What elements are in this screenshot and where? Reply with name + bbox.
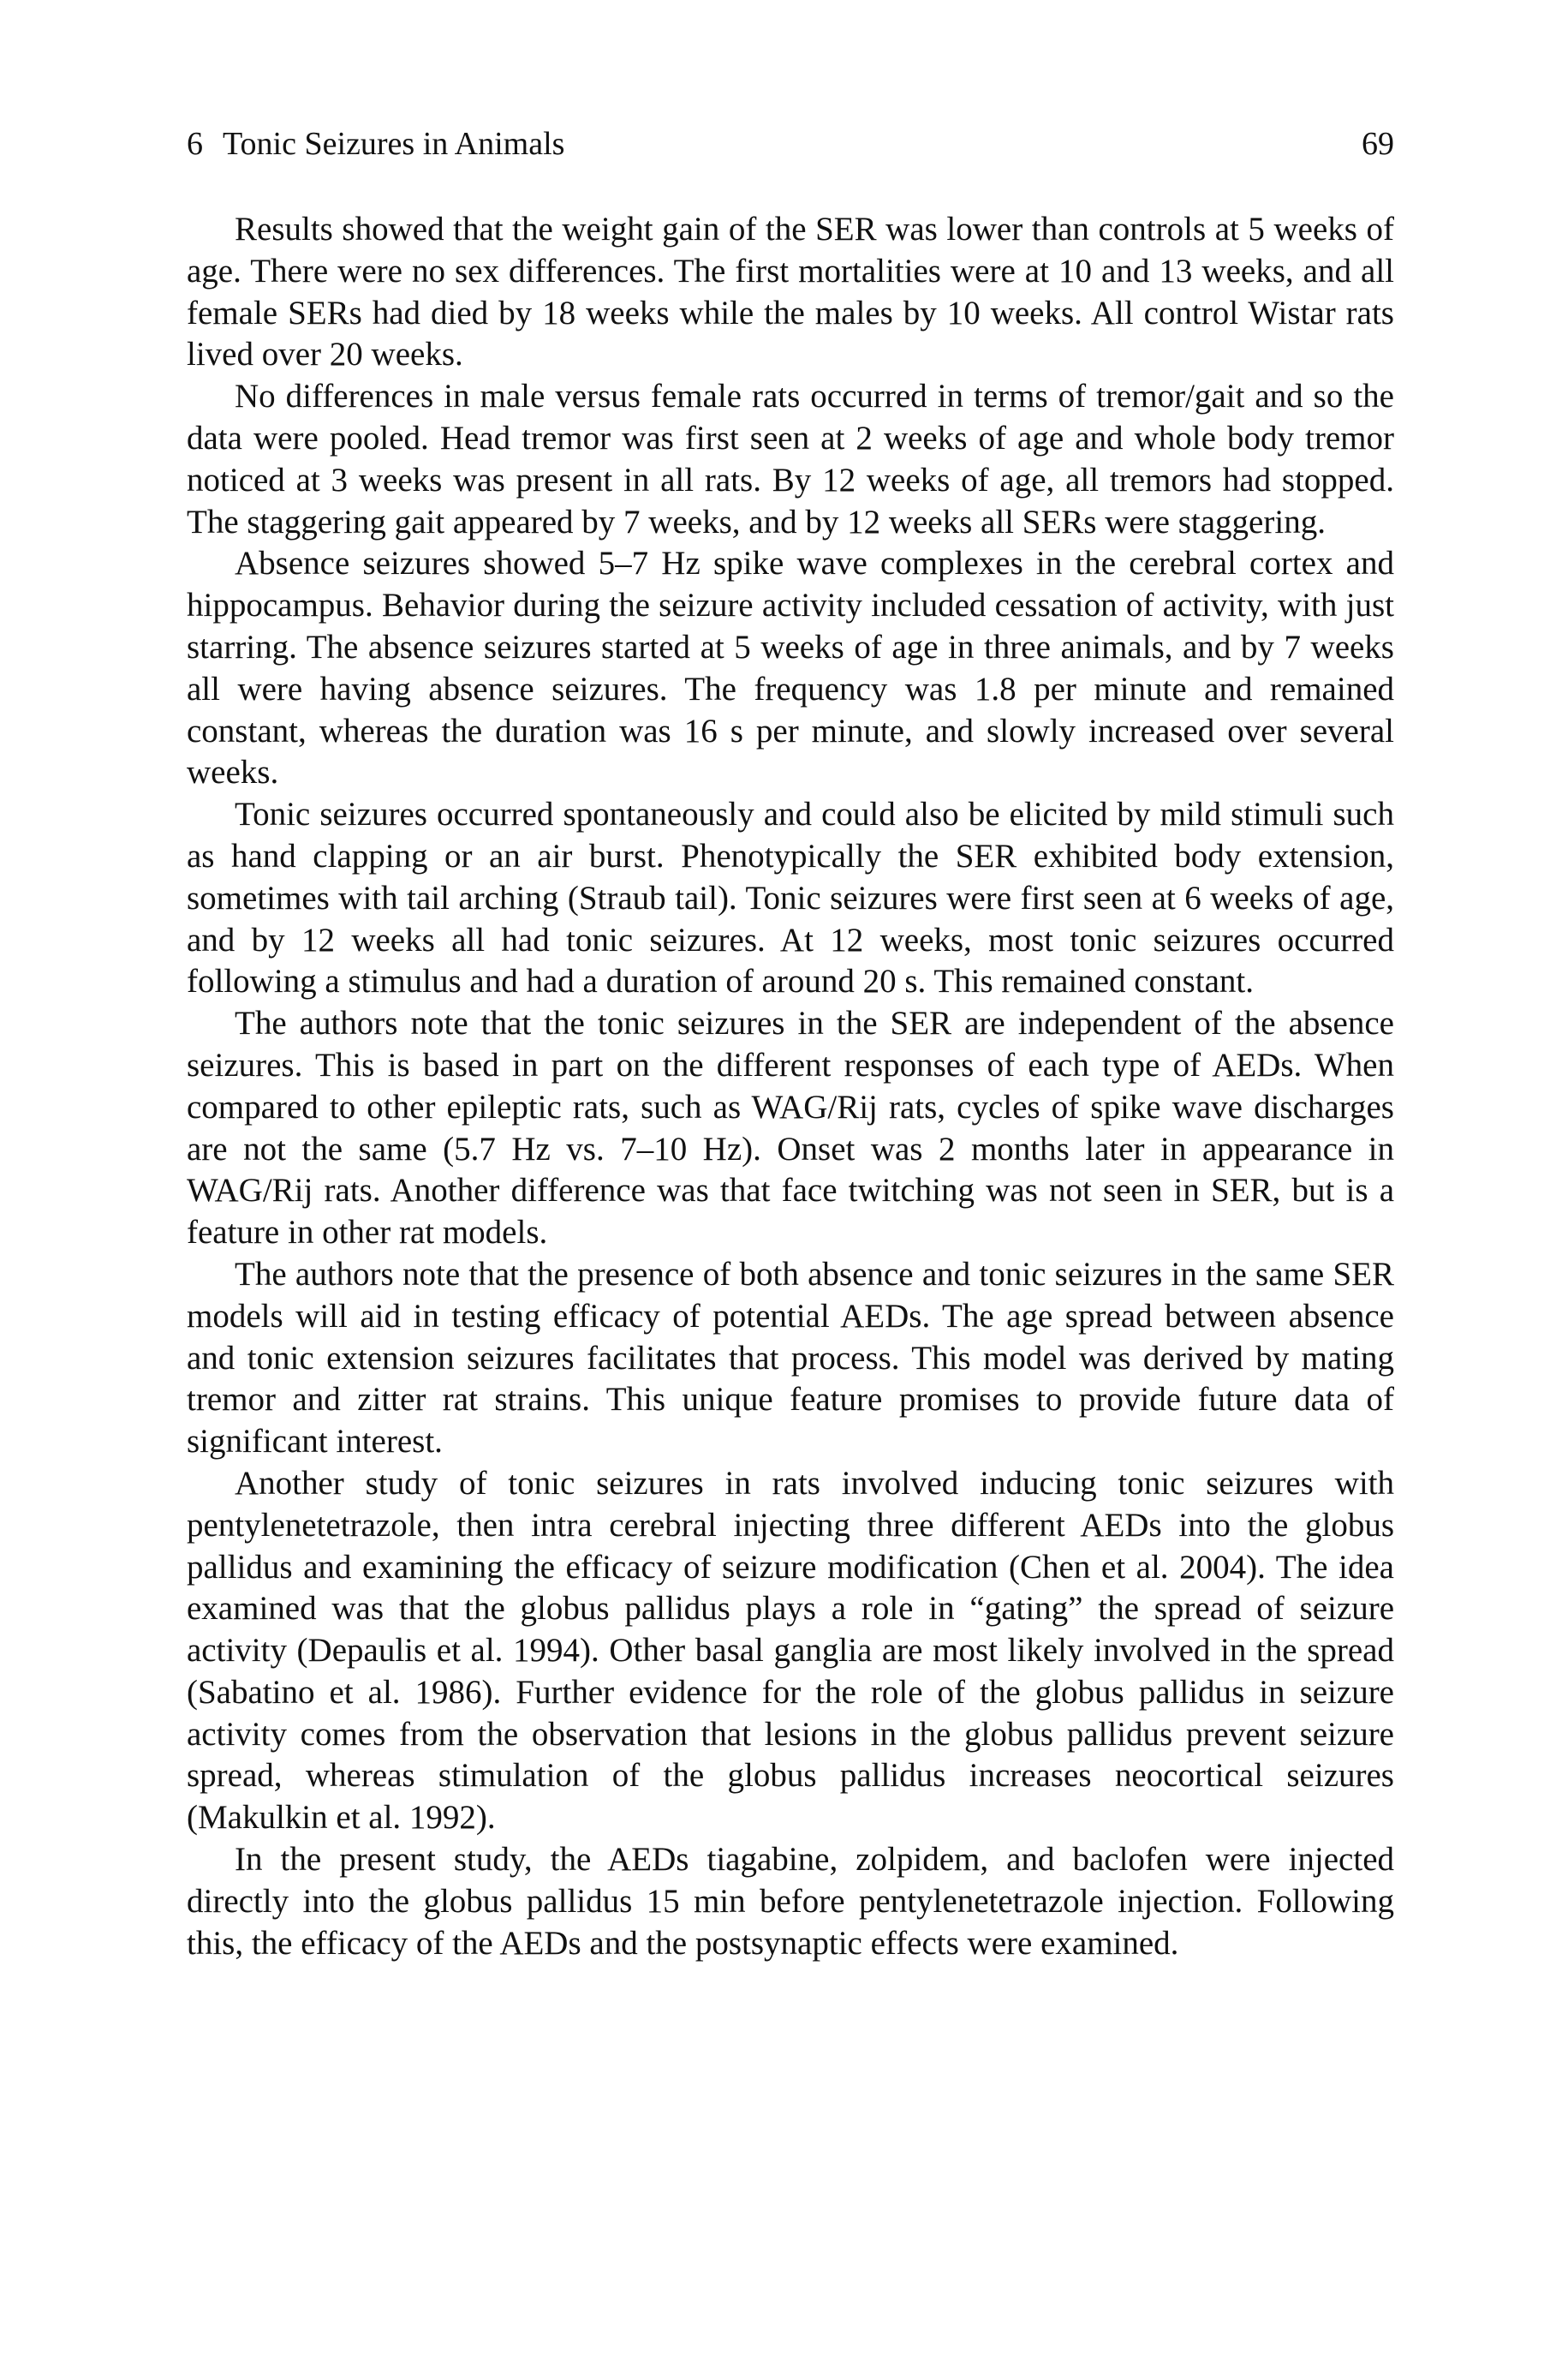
chapter-title: Tonic Seizures in Animals xyxy=(223,126,565,162)
chapter-number: 6 xyxy=(187,126,203,162)
paragraph-globus-pallidus: Another study of tonic seizures in rats involved inducing tonic seizures with pentylenetetrazole, then intra cerebral injecting three different AEDs into the globus pallidus and examining the efficacy of seizure modification (Chen et al. 2004). The idea examined was that the globus pallidus plays a role in “gating” the spread of seizure activity (Depaulis et al. 1994). Other basal ganglia are most likely involved in the spread (Sabatino et al. 1986). Further evidence for the role of the globus pallidus in seizure activity comes from the observation that lesions in the globus pallidus prevent seizure spread, whereas stimulation of the globus pallidus increases neocortical seizures (Makulkin et al. 1992). xyxy=(187,1464,1394,1837)
paragraph-present-study: In the present study, the AEDs tiagabine, zolpidem, and baclofen were injected directly into the globus pallidus 15 min before pentylenetetrazole injection. Following this, the efficacy of the AEDs and the postsynaptic effects were examined. xyxy=(187,1841,1394,1962)
paragraph-aed-testing: The authors note that the presence of both absence and tonic seizures in the same SER models will aid in testing efficacy of potential AEDs. The age spread between absence and tonic extension seizures facilitates that process. This model was derived by mating tremor and zitter rat strains. This unique feature promises to provide future data of significant interest. xyxy=(187,1255,1394,1461)
paragraph-ser-weight-mortality: Results showed that the weight gain of the SER was lower than controls at 5 weeks of age. There were no sex differences. The first mortalities were at 10 and 13 weeks, and all female SERs had died by 18 weeks while the males by 10 weeks. All control Wistar rats lived over 20 weeks. xyxy=(187,211,1394,373)
paragraph-tonic-seizures: Tonic seizures occurred spontaneously and could also be elicited by mild stimuli such as hand clapping or an air burst. Phenotypically the SER exhibited body extension, sometimes with tail arching (Straub tail). Tonic seizures were first seen at 6 weeks of age, and by 12 weeks all had tonic seizures. At 12 weeks, most tonic seizures occurred following a stimulus and had a duration of around 20 s. This remained constant. xyxy=(187,796,1394,1001)
paragraph-independence: The authors note that the tonic seizures in the SER are independent of the absence seizures. This is based in part on the different responses of each type of AEDs. When compared to other epileptic rats, such as WAG/Rij rats, cycles of spike wave discharges are not the same (5.7 Hz vs. 7–10 Hz). Onset was 2 months later in appearance in WAG/Rij rats. Another difference was that face twitching was not seen in SER, but is a feature in other rat models. xyxy=(187,1005,1394,1252)
paragraph-absence-seizures: Absence seizures showed 5–7 Hz spike wave complexes in the cerebral cortex and hippocampus. Behavior during the seizure activity included cessation of activity, with just starring. The absence seizures started at 5 weeks of age in three animals, and by 7 weeks all were having absence seizures. The frequency was 1.8 per minute and remained constant, whereas the duration was 16 s per minute, and slowly increased over several weeks. xyxy=(187,545,1394,792)
body-text xyxy=(187,209,1394,1964)
running-header xyxy=(187,118,1394,170)
paragraph-tremor-gait: No differences in male versus female rats occurred in terms of tremor/gait and so the data were pooled. Head tremor was first seen at 2 weeks of age and whole body tremor noticed at 3 weeks was present in all rats. By 12 weeks of age, all tremors had stopped. The staggering gait appeared by 7 weeks, and by 12 weeks all SERs were staggering. xyxy=(187,378,1394,541)
page-number: 69 xyxy=(1362,126,1394,162)
